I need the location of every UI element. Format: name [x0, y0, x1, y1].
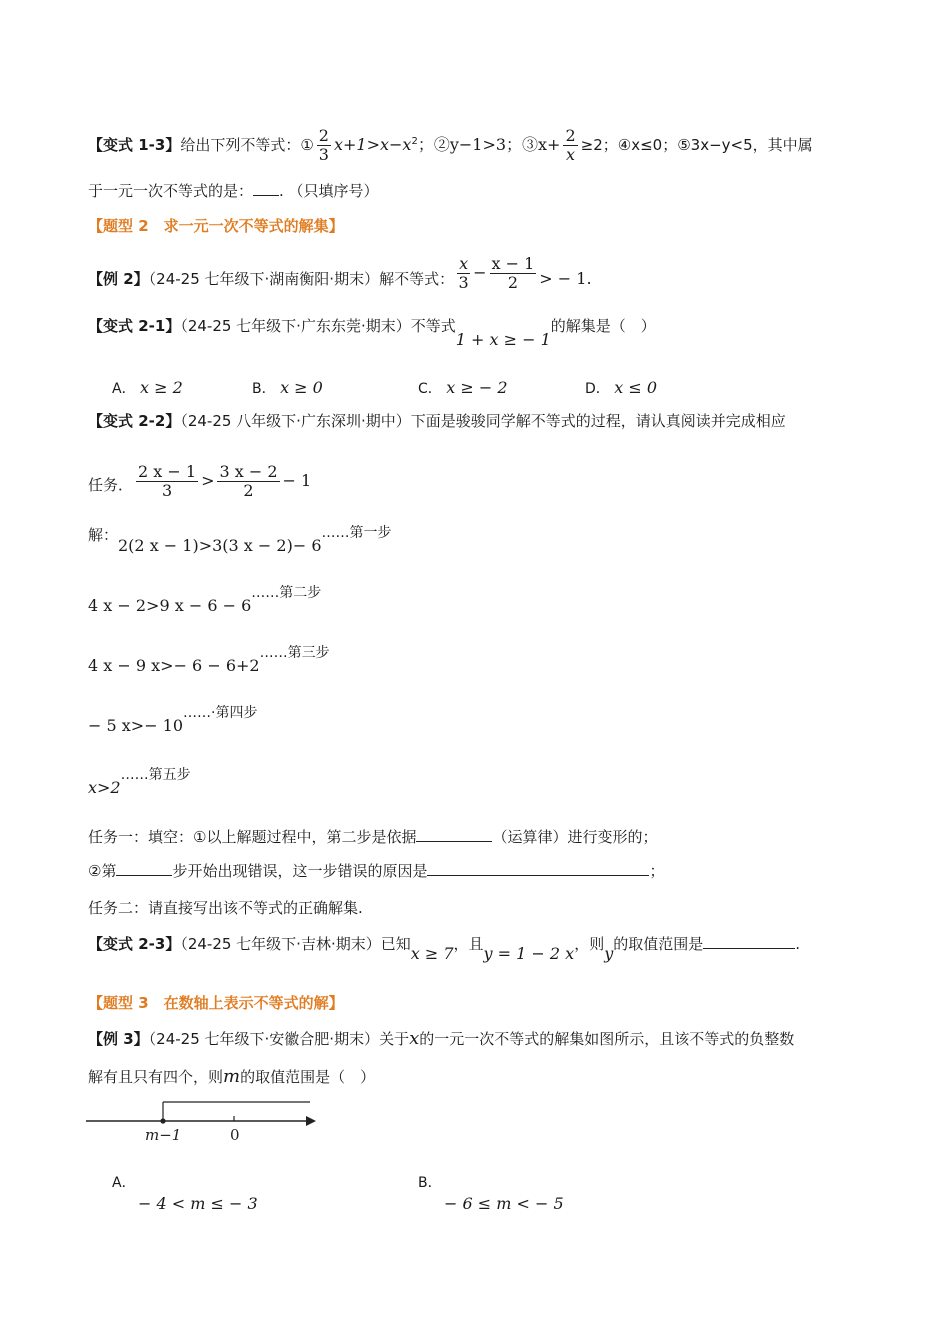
variable: x — [409, 1028, 420, 1049]
denominator: 3 — [318, 145, 329, 164]
numerator: x — [459, 254, 469, 273]
numerator: 2 — [318, 126, 329, 145]
text: （运算律）进行变形的； — [492, 828, 658, 846]
solution-step-5 — [88, 767, 191, 797]
denominator: 3 — [458, 273, 469, 292]
option-value: − 4 < m ≤ − 3 — [138, 1194, 258, 1213]
expr: x+1>x−x — [333, 135, 412, 154]
expr: ；②y−1>3；③x+ — [417, 135, 561, 154]
numerator: 2 x − 1 — [138, 462, 197, 481]
text: 给出下列不等式：① — [180, 136, 314, 154]
numerator: 3 x − 2 — [219, 462, 278, 481]
option-label: D． — [585, 381, 610, 397]
denominator: 2 — [243, 481, 254, 500]
text: ； — [649, 862, 665, 880]
number-line-figure — [80, 1094, 330, 1146]
section-title-type-3: 【题型 3 在数轴上表示不等式的解】 — [88, 994, 344, 1012]
text: 的取值范围是（ ） — [240, 1068, 376, 1086]
task-one-part-2 — [88, 864, 664, 879]
fraction — [317, 128, 331, 163]
example-3-line2 — [88, 1068, 375, 1086]
answer-blank[interactable] — [253, 195, 279, 196]
variant-tag: 【变式 2-2】 — [88, 412, 181, 430]
step-note: ……·第四步 — [183, 705, 258, 721]
step-note: ……第五步 — [120, 767, 191, 783]
fraction — [563, 128, 577, 163]
option-label: A． — [112, 1175, 136, 1191]
variant-2-3 — [88, 935, 801, 963]
text: 于一元一次不等式的是： — [88, 182, 254, 200]
solution-step-1 — [118, 525, 392, 555]
source: （24-25 八年级下·广东深圳·期中）下面是骏骏同学解不等式的过程，请认真阅读并完成相应 — [180, 412, 786, 430]
text: 步开始出现错误，这一步错误的原因是 — [172, 862, 428, 880]
option-a[interactable] — [112, 378, 183, 398]
text: 的解集是（ ） — [550, 317, 656, 335]
text: ，且 — [453, 935, 484, 953]
option-b[interactable] — [418, 1172, 564, 1213]
answer-blank[interactable] — [703, 948, 795, 949]
expr: > − 1. — [539, 269, 592, 288]
task-one — [88, 830, 657, 845]
text: ，则 — [574, 935, 605, 953]
option-value: x ≥ 2 — [140, 378, 183, 397]
variant-2-1 — [88, 317, 656, 349]
solution-label: 解： — [88, 526, 119, 544]
step-expr: − 5 x>− 10 — [88, 716, 184, 735]
solution-step-4 — [88, 705, 258, 735]
step-note: ……第三步 — [259, 645, 330, 661]
variable: m — [223, 1066, 241, 1087]
example-3-line1 — [88, 1030, 794, 1048]
example-2 — [88, 254, 592, 297]
option-value: x ≤ 0 — [614, 378, 658, 397]
text: 任务一：填空：①以上解题过程中，第二步是依据 — [88, 828, 417, 846]
expr: − 1 — [282, 471, 312, 490]
text: 的一元一次不等式的解集如图所示，且该不等式的负整数 — [419, 1030, 795, 1048]
task-inequality — [88, 464, 311, 499]
answer-blank[interactable] — [116, 875, 172, 876]
numerator: 2 — [565, 126, 576, 145]
option-a[interactable] — [112, 1172, 258, 1213]
option-label: B． — [252, 381, 276, 397]
option-label: A． — [112, 381, 136, 397]
task-two: 任务二：请直接写出该不等式的正确解集. — [88, 899, 363, 917]
source: （24-25 七年级下·湖南衡阳·期末）解不等式： — [148, 270, 455, 288]
fraction — [217, 464, 279, 499]
text: . — [795, 935, 801, 953]
label-zero: 0 — [230, 1126, 240, 1144]
variant-tag: 【变式 2-1】 — [88, 317, 181, 335]
denominator: 2 — [507, 273, 518, 292]
option-value: − 6 ≤ m < − 5 — [444, 1194, 564, 1213]
fraction — [136, 464, 198, 499]
option-c[interactable] — [418, 378, 508, 398]
answer-blank[interactable] — [427, 875, 649, 876]
fraction — [490, 256, 537, 291]
fraction — [457, 256, 470, 291]
axis-arrow — [306, 1116, 316, 1126]
option-label: C． — [418, 381, 442, 397]
variable: y — [604, 944, 614, 963]
variant-2-2 — [88, 414, 786, 429]
text: 任务． — [88, 476, 134, 494]
step-note: ……第二步 — [251, 585, 322, 601]
solid-endpoint — [160, 1118, 165, 1123]
section-title-type-2: 【题型 2 求一元一次不等式的解集】 — [88, 217, 344, 235]
minus: − — [473, 263, 487, 282]
step-expr: x>2 — [88, 778, 121, 797]
solution-step-3 — [88, 645, 330, 675]
text: . （只填序号） — [279, 182, 379, 200]
label-m-minus-1: m−1 — [145, 1126, 182, 1144]
source: （24-25 七年级下·安徽合肥·期末）关于 — [148, 1030, 410, 1048]
text: 的取值范围是 — [613, 935, 704, 953]
step-note: ……第一步 — [321, 525, 392, 541]
example-tag: 【例 2】 — [88, 270, 149, 288]
equation: y = 1 − 2 x — [483, 944, 575, 963]
step-expr: 4 x − 9 x>− 6 − 6+2 — [88, 656, 260, 675]
inequality: 1 + x ≥ − 1 — [455, 330, 551, 349]
step-expr: 2(2 x − 1)>3(3 x − 2)− 6 — [118, 536, 322, 555]
condition: x ≥ 7 — [410, 944, 454, 963]
option-d[interactable] — [585, 378, 657, 398]
denominator: x — [566, 145, 576, 164]
option-label: B． — [418, 1175, 442, 1191]
source: （24-25 七年级下·广东东莞·期末）不等式 — [180, 317, 456, 335]
source: （24-25 七年级下·吉林·期末）已知 — [180, 935, 411, 953]
variant-1-3-line1 — [88, 128, 813, 163]
example-tag: 【例 3】 — [88, 1030, 149, 1048]
greater-than: > — [201, 471, 215, 490]
text: ②第 — [88, 862, 117, 880]
numerator: x − 1 — [491, 254, 535, 273]
option-b[interactable] — [252, 378, 323, 398]
expr: ≥2；④x≤0；⑤3x−y<5，其中属 — [580, 136, 813, 154]
step-expr: 4 x − 2>9 x − 6 − 6 — [88, 596, 252, 615]
variant-tag: 【变式 1-3】 — [88, 136, 181, 154]
solution-step-2 — [88, 585, 322, 615]
answer-blank[interactable] — [416, 841, 492, 842]
denominator: 3 — [161, 481, 173, 500]
variant-tag: 【变式 2-3】 — [88, 935, 181, 953]
text: 解有且只有四个，则 — [88, 1068, 224, 1086]
variant-1-3-line2 — [88, 184, 379, 199]
superscript: 2 — [411, 136, 418, 147]
option-value: x ≥ − 2 — [446, 378, 508, 397]
option-value: x ≥ 0 — [280, 378, 323, 397]
